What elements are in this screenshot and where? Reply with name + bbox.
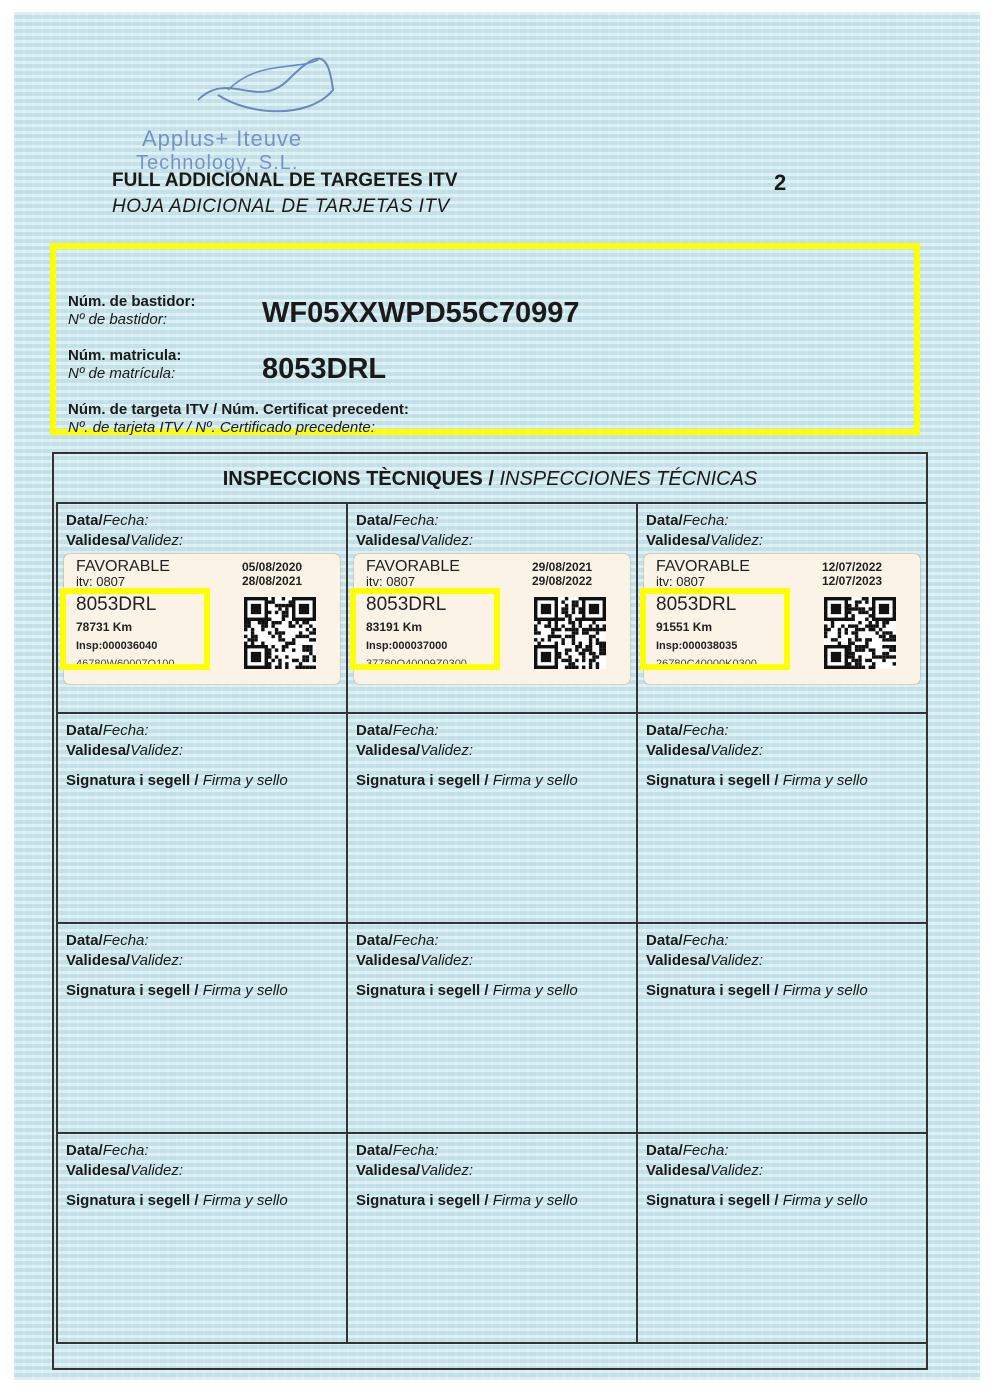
inspection-cell <box>56 922 348 1134</box>
validesa-validez-label: Validesa/Validez: <box>646 532 764 549</box>
data-fecha-label: Data/Fecha: <box>66 1142 149 1159</box>
bastidor-label-ca: Núm. de bastidor: <box>68 293 196 310</box>
signatura-firma-label: Signatura i segell / Firma y sello <box>356 982 578 999</box>
plate-mileage-highlight <box>60 588 210 670</box>
stamp-line-1: Applus+ Iteuve <box>142 126 303 151</box>
inspection-cell <box>636 712 928 924</box>
data-fecha-label: Data/Fecha: <box>66 512 149 529</box>
title-spanish: HOJA ADICIONAL DE TARJETAS ITV <box>112 196 450 217</box>
sticker-validity-date: 28/08/2021 <box>242 574 303 588</box>
signatura-firma-label: Signatura i segell / Firma y sello <box>646 1192 868 1209</box>
sticker-validity-date: 12/07/2023 <box>822 574 883 588</box>
signatura-firma-label: Signatura i segell / Firma y sello <box>356 1192 578 1209</box>
inspection-cell <box>56 712 348 924</box>
sticker-mileage: 91551 Km <box>656 620 713 634</box>
data-fecha-label: Data/Fecha: <box>356 512 439 529</box>
validesa-validez-label: Validesa/Validez: <box>66 532 184 549</box>
sticker-result: FAVORABLE <box>366 558 460 575</box>
page-number: 2 <box>774 170 787 195</box>
sticker-inspection-number: Insp:000037000 <box>366 640 448 652</box>
sticker-code: 26780C40000K0300 <box>656 658 757 670</box>
data-fecha-label: Data/Fecha: <box>66 722 149 739</box>
inspection-cell <box>346 502 638 714</box>
sticker-mileage: 83191 Km <box>366 620 423 634</box>
plate-mileage-highlight <box>640 588 790 670</box>
matricula-label-es: Nº de matrícula: <box>68 365 176 382</box>
company-stamp <box>128 40 348 190</box>
data-fecha-label: Data/Fecha: <box>356 1142 439 1159</box>
data-fecha-label: Data/Fecha: <box>66 932 149 949</box>
data-fecha-label: Data/Fecha: <box>646 932 729 949</box>
validesa-validez-label: Validesa/Validez: <box>66 742 184 759</box>
signatura-firma-label: Signatura i segell / Firma y sello <box>646 772 868 789</box>
inspection-cell <box>346 922 638 1134</box>
validesa-validez-label: Validesa/Validez: <box>356 952 474 969</box>
qr-code-icon <box>534 594 606 672</box>
signature-scribble-icon <box>188 40 338 120</box>
inspections-title-es: INSPECCIONES TÉCNICAS <box>499 468 758 490</box>
qr-code-icon <box>824 594 896 672</box>
inspection-cell <box>56 502 348 714</box>
validesa-validez-label: Validesa/Validez: <box>356 742 474 759</box>
inspections-title <box>54 468 926 491</box>
sticker-itv-station: itv: 0807 <box>366 574 416 589</box>
sticker-inspection-date: 12/07/2022 <box>822 560 883 574</box>
sticker-result: FAVORABLE <box>656 558 750 575</box>
targeta-label-ca: Núm. de targeta ITV / Núm. Certificat precedent: <box>68 401 409 418</box>
bastidor-value: WF05XXWPD55C70997 <box>262 297 580 329</box>
data-fecha-label: Data/Fecha: <box>646 722 729 739</box>
data-fecha-label: Data/Fecha: <box>646 1142 729 1159</box>
sticker-mileage: 78731 Km <box>76 620 133 634</box>
sticker-plate: 8053DRL <box>656 594 737 615</box>
bastidor-label-es: Nº de bastidor: <box>68 311 167 328</box>
data-fecha-label: Data/Fecha: <box>646 512 729 529</box>
validesa-validez-label: Validesa/Validez: <box>356 532 474 549</box>
sticker-inspection-date: 29/08/2021 <box>532 560 593 574</box>
validesa-validez-label: Validesa/Validez: <box>646 1162 764 1179</box>
inspection-cell <box>636 502 928 714</box>
plate-mileage-highlight <box>350 588 500 670</box>
matricula-label-ca: Núm. matricula: <box>68 347 182 364</box>
signatura-firma-label: Signatura i segell / Firma y sello <box>66 982 288 999</box>
inspections-title-ca: INSPECCIONS TÈCNIQUES <box>222 468 483 490</box>
inspection-cell <box>346 1132 638 1344</box>
sticker-itv-station: itv: 0807 <box>656 574 706 589</box>
sticker-validity-date: 29/08/2022 <box>532 574 593 588</box>
data-fecha-label: Data/Fecha: <box>356 722 439 739</box>
validesa-validez-label: Validesa/Validez: <box>66 1162 184 1179</box>
qr-code-icon <box>244 594 316 672</box>
sticker-inspection-date: 05/08/2020 <box>242 560 303 574</box>
sticker-result: FAVORABLE <box>76 558 170 575</box>
sticker-inspection-number: Insp:000036040 <box>76 640 158 652</box>
inspection-cell <box>636 922 928 1134</box>
stamp-line-2: Technology, S.L. <box>136 152 299 174</box>
signatura-firma-label: Signatura i segell / Firma y sello <box>646 982 868 999</box>
sticker-inspection-number: Insp:000038035 <box>656 640 738 652</box>
validesa-validez-label: Validesa/Validez: <box>646 952 764 969</box>
inspections-grid <box>52 452 928 1370</box>
validesa-validez-label: Validesa/Validez: <box>66 952 184 969</box>
validesa-validez-label: Validesa/Validez: <box>646 742 764 759</box>
sticker-plate: 8053DRL <box>76 594 157 615</box>
sticker-code: 37780Q40009Z0300 <box>366 658 467 670</box>
title-catalan: FULL ADDICIONAL DE TARGETES ITV <box>112 170 458 191</box>
signatura-firma-label: Signatura i segell / Firma y sello <box>66 1192 288 1209</box>
sticker-code: 46780W60007Q100 <box>76 658 175 670</box>
validesa-validez-label: Validesa/Validez: <box>356 1162 474 1179</box>
targeta-label-es: Nº. de tarjeta ITV / Nº. Certificado precedente: <box>68 419 375 436</box>
vehicle-info-highlight <box>50 243 920 435</box>
data-fecha-label: Data/Fecha: <box>356 932 439 949</box>
inspections-title-separator: / <box>488 468 494 490</box>
signatura-firma-label: Signatura i segell / Firma y sello <box>66 772 288 789</box>
signatura-firma-label: Signatura i segell / Firma y sello <box>356 772 578 789</box>
sticker-plate: 8053DRL <box>366 594 447 615</box>
inspection-cell <box>56 1132 348 1344</box>
matricula-value: 8053DRL <box>262 353 387 385</box>
inspection-cell <box>636 1132 928 1344</box>
inspection-cell <box>346 712 638 924</box>
sticker-itv-station: itv: 0807 <box>76 574 126 589</box>
